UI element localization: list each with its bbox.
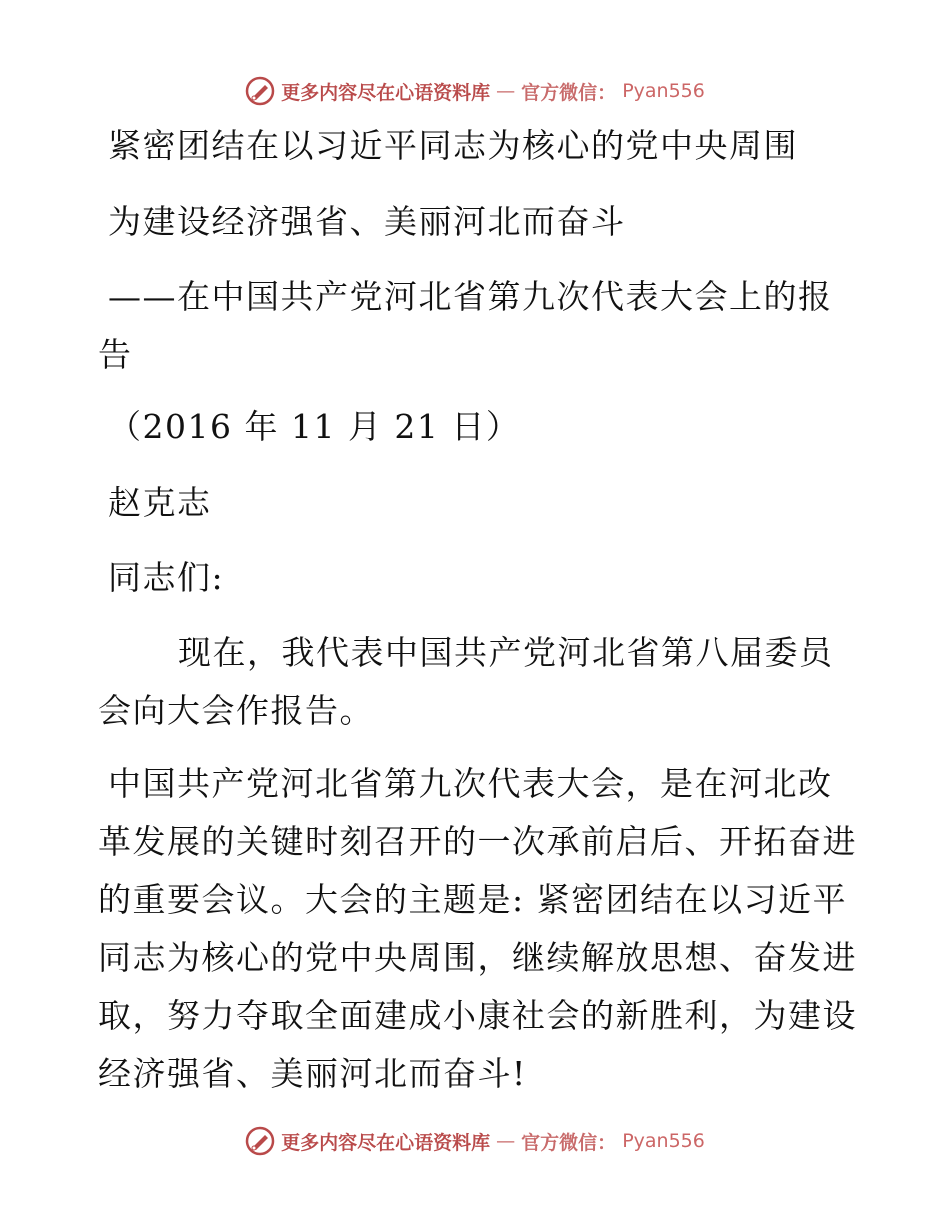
- watermark-separator: —: [496, 80, 516, 102]
- header-watermark: [0, 76, 950, 106]
- paragraph-1-line-2: 会向大会作报告。: [98, 691, 374, 730]
- watermark-separator: —: [496, 1130, 516, 1152]
- watermark-wechat-id: Pyan556: [622, 80, 705, 102]
- watermark-brand: 更多内容尽在心语资料库: [281, 81, 491, 104]
- pen-seal-icon: [245, 1126, 275, 1156]
- subtitle-line-1: ——在中国共产党河北省第九次代表大会上的报: [108, 277, 833, 316]
- subtitle-line-2: 告: [98, 335, 133, 374]
- paragraph-2-line: 取，努力夺取全面建成小康社会的新胜利，为建设: [98, 996, 857, 1035]
- title-line-1: 紧密团结在以习近平同志为核心的党中央周围: [108, 126, 798, 165]
- watermark-brand: 更多内容尽在心语资料库: [281, 1131, 491, 1154]
- paragraph-2-line: 经济强省、美丽河北而奋斗!: [98, 1054, 527, 1093]
- paragraph-2-line: 同志为核心的党中央周围，继续解放思想、奋发进: [98, 938, 857, 977]
- paragraph-2-line: 中国共产党河北省第九次代表大会，是在河北改: [108, 764, 833, 803]
- watermark-official-label: 官方微信：: [521, 1131, 617, 1154]
- author-name: 赵克志: [108, 483, 212, 522]
- paragraph-1-line-1: 现在，我代表中国共产党河北省第八届委员: [178, 633, 834, 672]
- salutation: 同志们:: [108, 558, 225, 597]
- watermark-wechat-id: Pyan556: [622, 1130, 705, 1152]
- footer-watermark: [0, 1126, 950, 1156]
- report-date: （2016 年 11 月 21 日）: [108, 407, 521, 446]
- pen-seal-icon: [245, 76, 275, 106]
- paragraph-2-line: 的重要会议。大会的主题是: 紧密团结在以习近平: [98, 880, 848, 919]
- watermark-official-label: 官方微信：: [521, 81, 617, 104]
- title-line-2: 为建设经济强省、美丽河北而奋斗: [108, 202, 626, 241]
- paragraph-2-line: 革发展的关键时刻召开的一次承前启后、开拓奋进: [98, 822, 857, 861]
